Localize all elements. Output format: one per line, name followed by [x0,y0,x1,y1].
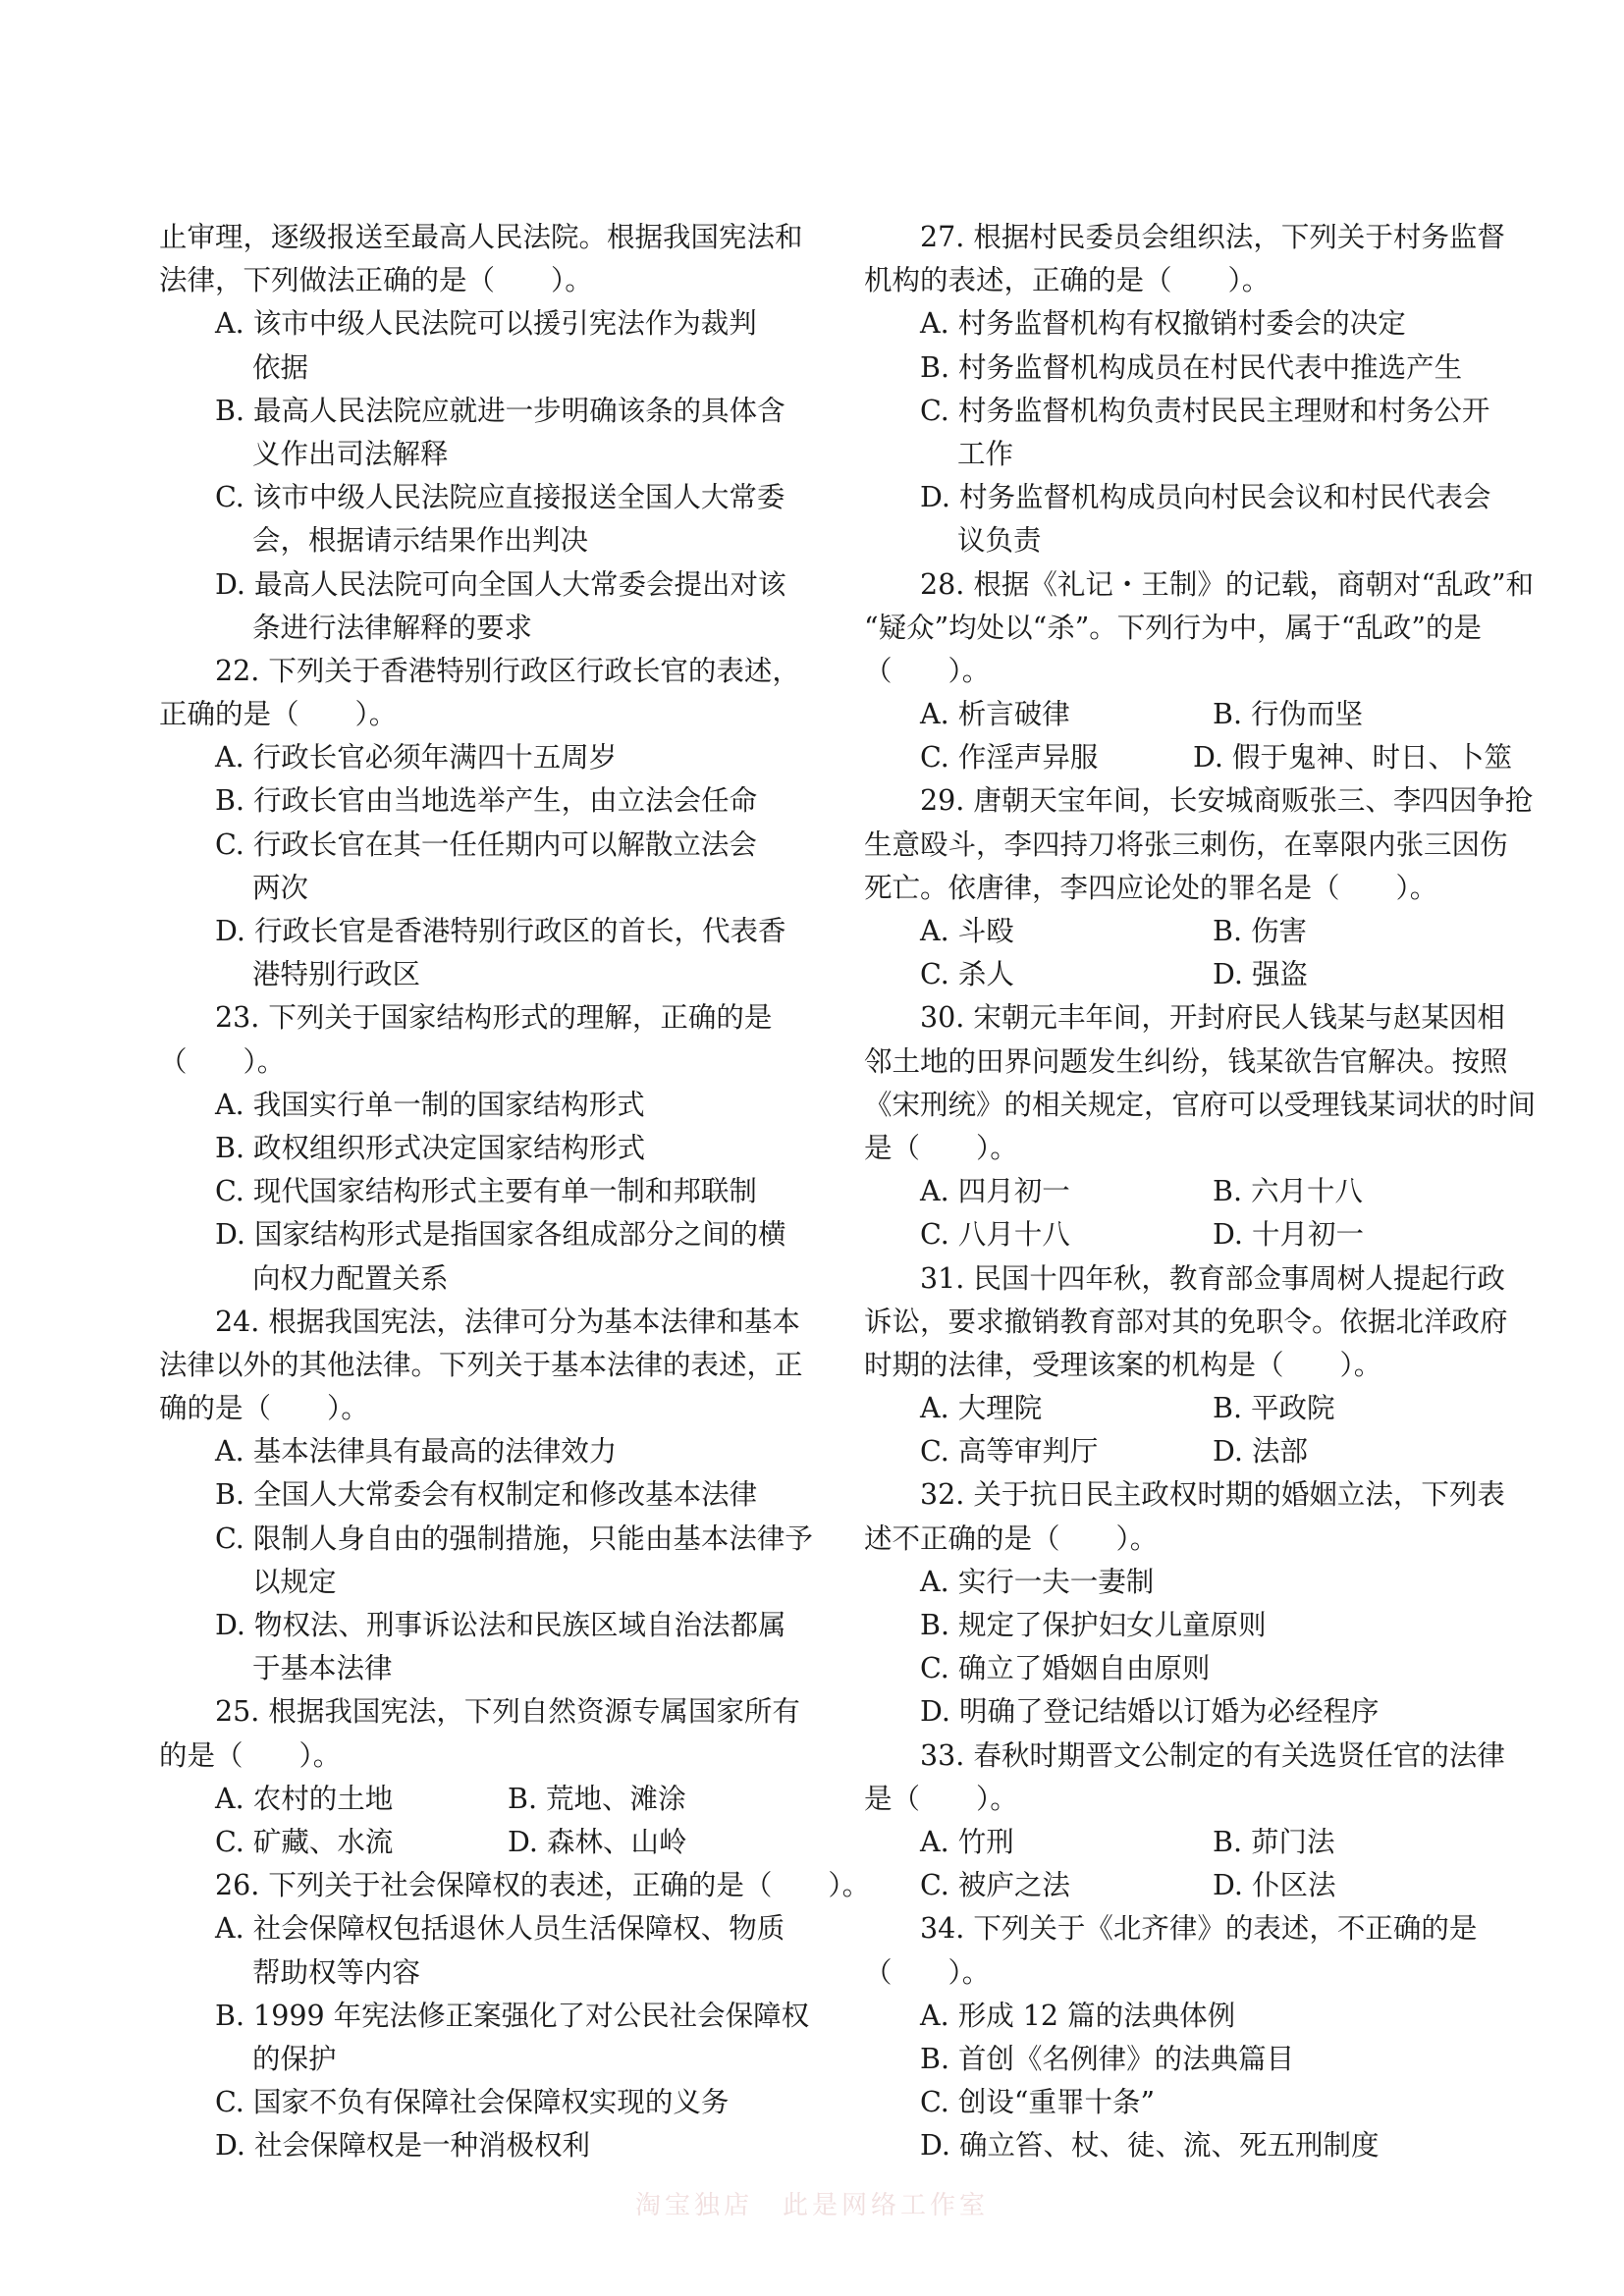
question-line: 34. 下列关于《北齐律》的表述，不正确的是 [920,1912,1478,1946]
option-continuation: 条进行法律解释的要求 [252,611,533,644]
text-line: （ ）。 [159,1044,286,1078]
text-line: 的是（ ）。 [159,1738,342,1772]
text-line: 机构的表述，正确的是（ ）。 [864,264,1271,297]
option-text: C. 八月十八 [920,1218,1070,1252]
option-line: C. 确立了婚姻自由原则 [920,1652,1211,1685]
text-line: 法律，下列做法正确的是（ ）。 [159,264,593,297]
option-text: D. 十月初一 [1213,1218,1364,1252]
option-line: D. 最高人民法院可向全国人大常委会提出对该 [215,567,786,601]
right-column [864,216,1537,2167]
option-pair [864,693,1512,736]
option-text: B. 伤害 [1213,915,1308,947]
option-continuation: 依据 [252,350,309,384]
option-line: A. 形成 12 篇的法典体例 [920,1999,1236,2032]
option-text: C. 高等审判厅 [920,1435,1099,1468]
left-column [159,216,871,2167]
question-line: 32. 关于抗日民主政权时期的婚姻立法，下列表 [920,1478,1505,1512]
question-line: 31. 民国十四年秋，教育部佥事周树人提起行政 [920,1261,1505,1295]
footer-watermark: 淘宝独店 此是网络工作室 [634,2191,989,2220]
text-line: 死亡。依唐律，李四应论处的罪名是（ ）。 [864,871,1438,904]
option-text: B. 六月十八 [1213,1175,1364,1208]
option-pair [864,910,1512,953]
text-line: 生意殴斗，李四持刀将张三刺伤，在辜限内张三因伤 [864,828,1508,861]
option-continuation: 以规定 [252,1565,337,1598]
option-line: C. 该市中级人民法院应直接报送全国人大常委 [215,481,785,514]
question-line: 23. 下列关于国家结构形式的理解，正确的是 [215,1001,773,1035]
text-line: 确的是（ ）。 [159,1392,369,1425]
option-line: A. 行政长官必须年满四十五周岁 [215,741,618,774]
option-line: D. 行政长官是香港特别行政区的首长，代表香 [215,915,786,947]
question-line: 24. 根据我国宪法，法律可分为基本法律和基本 [215,1305,800,1338]
option-continuation: 工作 [957,437,1014,470]
option-line: A. 该市中级人民法院可以援引宪法作为裁判 [215,307,757,341]
option-text: C. 作淫声异服 [920,741,1099,774]
option-text: A. 竹刑 [920,1825,1014,1858]
option-line: B. 最高人民法院应就进一步明确该条的具体含 [215,394,785,427]
option-continuation: 会，根据请示结果作出判决 [252,524,589,558]
option-line: B. 规定了保护妇女儿童原则 [920,1609,1267,1641]
option-continuation: 于基本法律 [252,1652,393,1685]
option-text: B. 茆门法 [1213,1825,1335,1858]
text-line: 《宋刑统》的相关规定，官府可以受理钱某词状的时间 [864,1088,1537,1121]
text-line: 止审理，逐级报送至最高人民法院。根据我国宪法和 [159,221,803,253]
option-pair [159,1778,807,1821]
option-text: B. 行伪而坚 [1213,698,1364,731]
option-line: C. 创设“重罪十条” [920,2086,1156,2119]
question-line: 33. 春秋时期晋文公制定的有关选贤任官的法律 [920,1738,1505,1772]
option-line: C. 行政长官在其一任任期内可以解散立法会 [215,828,757,861]
option-continuation: 向权力配置关系 [252,1261,449,1295]
option-line: C. 村务监督机构负责村民民主理财和村务公开 [920,394,1490,427]
option-text: C. 矿藏、水流 [215,1825,394,1858]
option-line: C. 限制人身自由的强制措施，只能由基本法律予 [215,1522,813,1555]
option-continuation: 议负责 [957,524,1042,558]
option-text: B. 荒地、滩涂 [508,1782,686,1815]
option-continuation: 帮助权等内容 [252,1955,421,1989]
option-text: D. 森林、山岭 [508,1825,687,1858]
option-pair [159,1821,807,1864]
text-line: 是（ ）。 [864,1782,1018,1815]
question-line: 26. 下列关于社会保障权的表述，正确的是（ ）。 [215,1869,871,1902]
option-line: A. 实行一夫一妻制 [920,1565,1155,1598]
question-line: 27. 根据村民委员会组织法，下列关于村务监督 [920,221,1505,253]
option-continuation: 两次 [252,871,309,904]
option-text: A. 斗殴 [920,915,1014,947]
option-text: C. 杀人 [920,958,1014,991]
text-line: 述不正确的是（ ）。 [864,1522,1159,1555]
question-line: 28. 根据《礼记・王制》的记载，商朝对“乱政”和 [920,567,1535,601]
question-line: 30. 宋朝元丰年间，开封府民人钱某与赵某因相 [920,1001,1505,1035]
option-text: D. 假于鬼神、时日、卜筮 [1193,741,1512,774]
text-line: 正确的是（ ）。 [159,698,398,731]
option-continuation: 义作出司法解释 [252,437,449,470]
text-line: （ ）。 [864,654,991,687]
option-pair [864,953,1512,996]
option-text: A. 析言破律 [920,698,1070,731]
option-pair [864,1430,1512,1473]
option-line: C. 国家不负有保障社会保障权实现的义务 [215,2086,730,2119]
question-line: 29. 唐朝天宝年间，长安城商贩张三、李四因争抢 [920,784,1534,818]
option-continuation: 的保护 [252,2042,337,2075]
option-text: D. 强盗 [1213,958,1308,991]
option-line: D. 明确了登记结婚以订婚为必经程序 [920,1695,1380,1729]
text-line: 法律以外的其他法律。下列关于基本法律的表述，正 [159,1348,803,1381]
option-line: B. 政权组织形式决定国家结构形式 [215,1131,646,1164]
option-text: A. 农村的土地 [215,1782,394,1815]
option-continuation: 港特别行政区 [252,958,421,991]
option-pair [864,1387,1512,1430]
option-pair [864,1864,1512,1907]
option-text: D. 法部 [1213,1435,1308,1468]
option-pair [864,1821,1512,1864]
text-line: 是（ ）。 [864,1131,1018,1164]
option-text: A. 四月初一 [920,1175,1070,1208]
option-line: A. 村务监督机构有权撤销村委会的决定 [920,307,1406,341]
option-line: C. 现代国家结构形式主要有单一制和邦联制 [215,1175,757,1208]
option-pair [864,1213,1512,1256]
option-pair [864,1170,1512,1213]
option-pair [864,736,1512,779]
option-line: D. 社会保障权是一种消极权利 [215,2129,590,2163]
option-line: A. 基本法律具有最高的法律效力 [215,1435,618,1468]
text-line: 诉讼，要求撤销教育部对其的免职令。依据北洋政府 [864,1305,1508,1338]
option-line: D. 村务监督机构成员向村民会议和村民代表会 [920,481,1491,514]
text-line: 邻土地的田界问题发生纠纷，钱某欲告官解决。按照 [864,1044,1508,1078]
option-line: A. 社会保障权包括退休人员生活保障权、物质 [215,1912,785,1946]
question-line: 22. 下列关于香港特别行政区行政长官的表述， [215,654,800,687]
option-line: A. 我国实行单一制的国家结构形式 [215,1088,645,1121]
option-line: B. 全国人大常委会有权制定和修改基本法律 [215,1478,758,1512]
question-line: 25. 根据我国宪法，下列自然资源专属国家所有 [215,1695,800,1729]
option-line: B. 1999 年宪法修正案强化了对公民社会保障权 [215,1999,810,2032]
option-text: C. 被庐之法 [920,1869,1070,1902]
text-line: “疑众”均处以“杀”。下列行为中，属于“乱政”的是 [864,611,1482,644]
text-line: 时期的法律，受理该案的机构是（ ）。 [864,1348,1382,1381]
option-line: B. 首创《名例律》的法典篇目 [920,2042,1295,2075]
option-line: D. 确立笞、杖、徒、流、死五刑制度 [920,2129,1380,2163]
option-text: D. 仆区法 [1213,1869,1336,1902]
option-line: D. 物权法、刑事诉讼法和民族区域自治法都属 [215,1609,786,1641]
option-line: B. 村务监督机构成员在村民代表中推选产生 [920,350,1463,384]
option-text: B. 平政院 [1213,1392,1335,1425]
option-text: A. 大理院 [920,1392,1043,1425]
option-line: B. 行政长官由当地选举产生，由立法会任命 [215,784,758,818]
option-line: D. 国家结构形式是指国家各组成部分之间的横 [215,1218,786,1252]
text-line: （ ）。 [864,1955,991,1989]
